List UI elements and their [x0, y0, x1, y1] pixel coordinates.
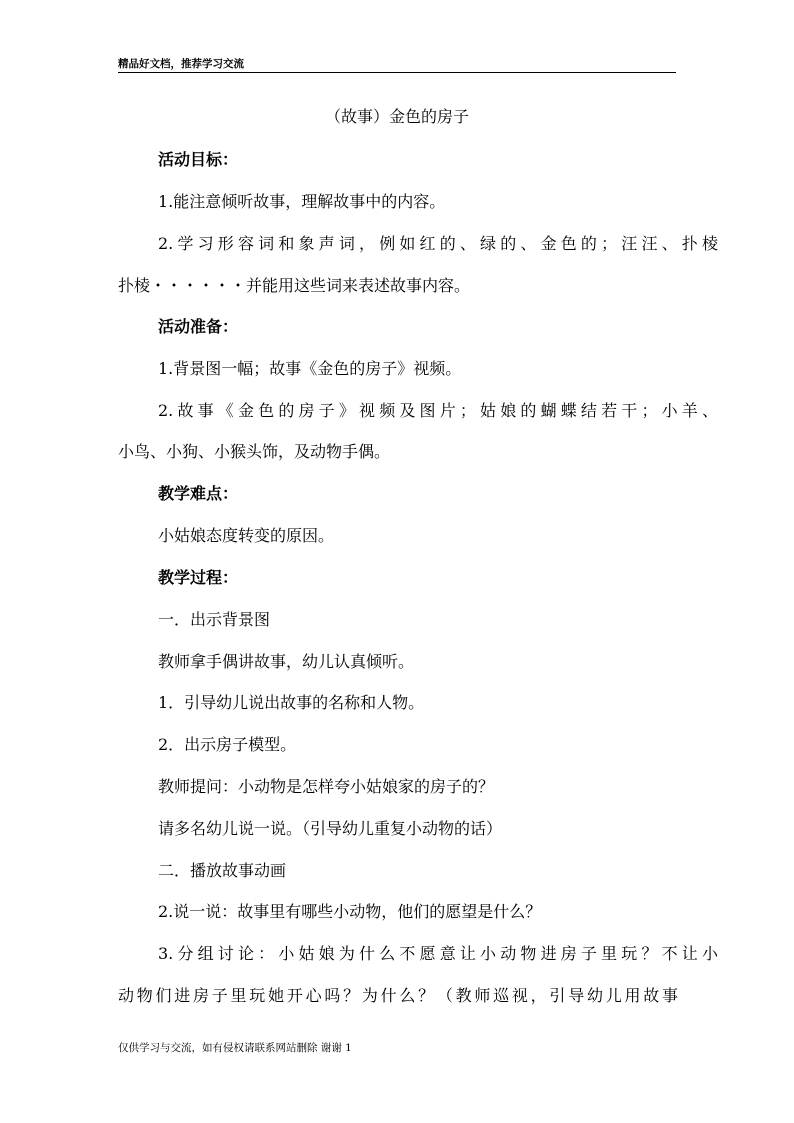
goal-item-2-line-1: 2.学习形容词和象声词，例如红的、绿的、金色的；汪汪、扑棱 — [158, 234, 718, 253]
process-heading: 教学过程： — [158, 568, 239, 587]
step-one-text: 教师拿手偶讲故事，幼儿认真倾听。 — [158, 652, 415, 671]
step-two-item-3-line-1: 3.分组讨论：小姑娘为什么不愿意让小动物进房子里玩？不让小 — [158, 944, 718, 963]
prep-heading: 活动准备： — [158, 317, 239, 336]
teacher-question: 教师提问：小动物是怎样夸小姑娘家的房子的？ — [158, 777, 495, 796]
prep-item-2-line-1: 2.故事《金色的房子》视频及图片；姑娘的蝴蝶结若干；小羊、 — [158, 401, 718, 420]
difficulty-text: 小姑娘态度转变的原因。 — [158, 526, 335, 545]
prep-item-2-line-2: 小鸟、小狗、小猴头饰，及动物手偶。 — [118, 442, 391, 461]
step-two-item-3-line-2: 动物们进房子里玩她开心吗？为什么？（教师巡视，引导幼儿用故事 — [118, 986, 678, 1005]
step-two-item-2: 2.说一说：故事里有哪些小动物，他们的愿望是什么？ — [158, 902, 542, 921]
goal-heading: 活动目标： — [158, 150, 239, 169]
document-title: （故事）金色的房子 — [324, 107, 469, 126]
page-footer: 仅供学习与交流，如有侵权请联系网站删除 谢谢 1 — [118, 1042, 352, 1054]
step-one-item-2: 2．出示房子模型。 — [158, 735, 297, 754]
header-divider — [118, 72, 676, 73]
step-one-item-1: 1．引导幼儿说出故事的名称和人物。 — [158, 693, 425, 712]
difficulty-heading: 教学难点： — [158, 484, 239, 503]
prep-item-1: 1.背景图一幅；故事《金色的房子》视频。 — [158, 359, 462, 378]
children-repeat: 请多名幼儿说一说。（引导幼儿重复小动物的话） — [158, 819, 503, 838]
page-header: 精品好文档，推荐学习交流 — [118, 58, 244, 70]
goal-item-1: 1.能注意倾听故事，理解故事中的内容。 — [158, 192, 446, 211]
goal-item-2-line-2: 扑棱・・・・・・并能用这些词来表述故事内容。 — [118, 276, 471, 295]
step-one-heading: 一．出示背景图 — [158, 610, 271, 629]
step-two-heading: 二．播放故事动画 — [158, 861, 287, 880]
